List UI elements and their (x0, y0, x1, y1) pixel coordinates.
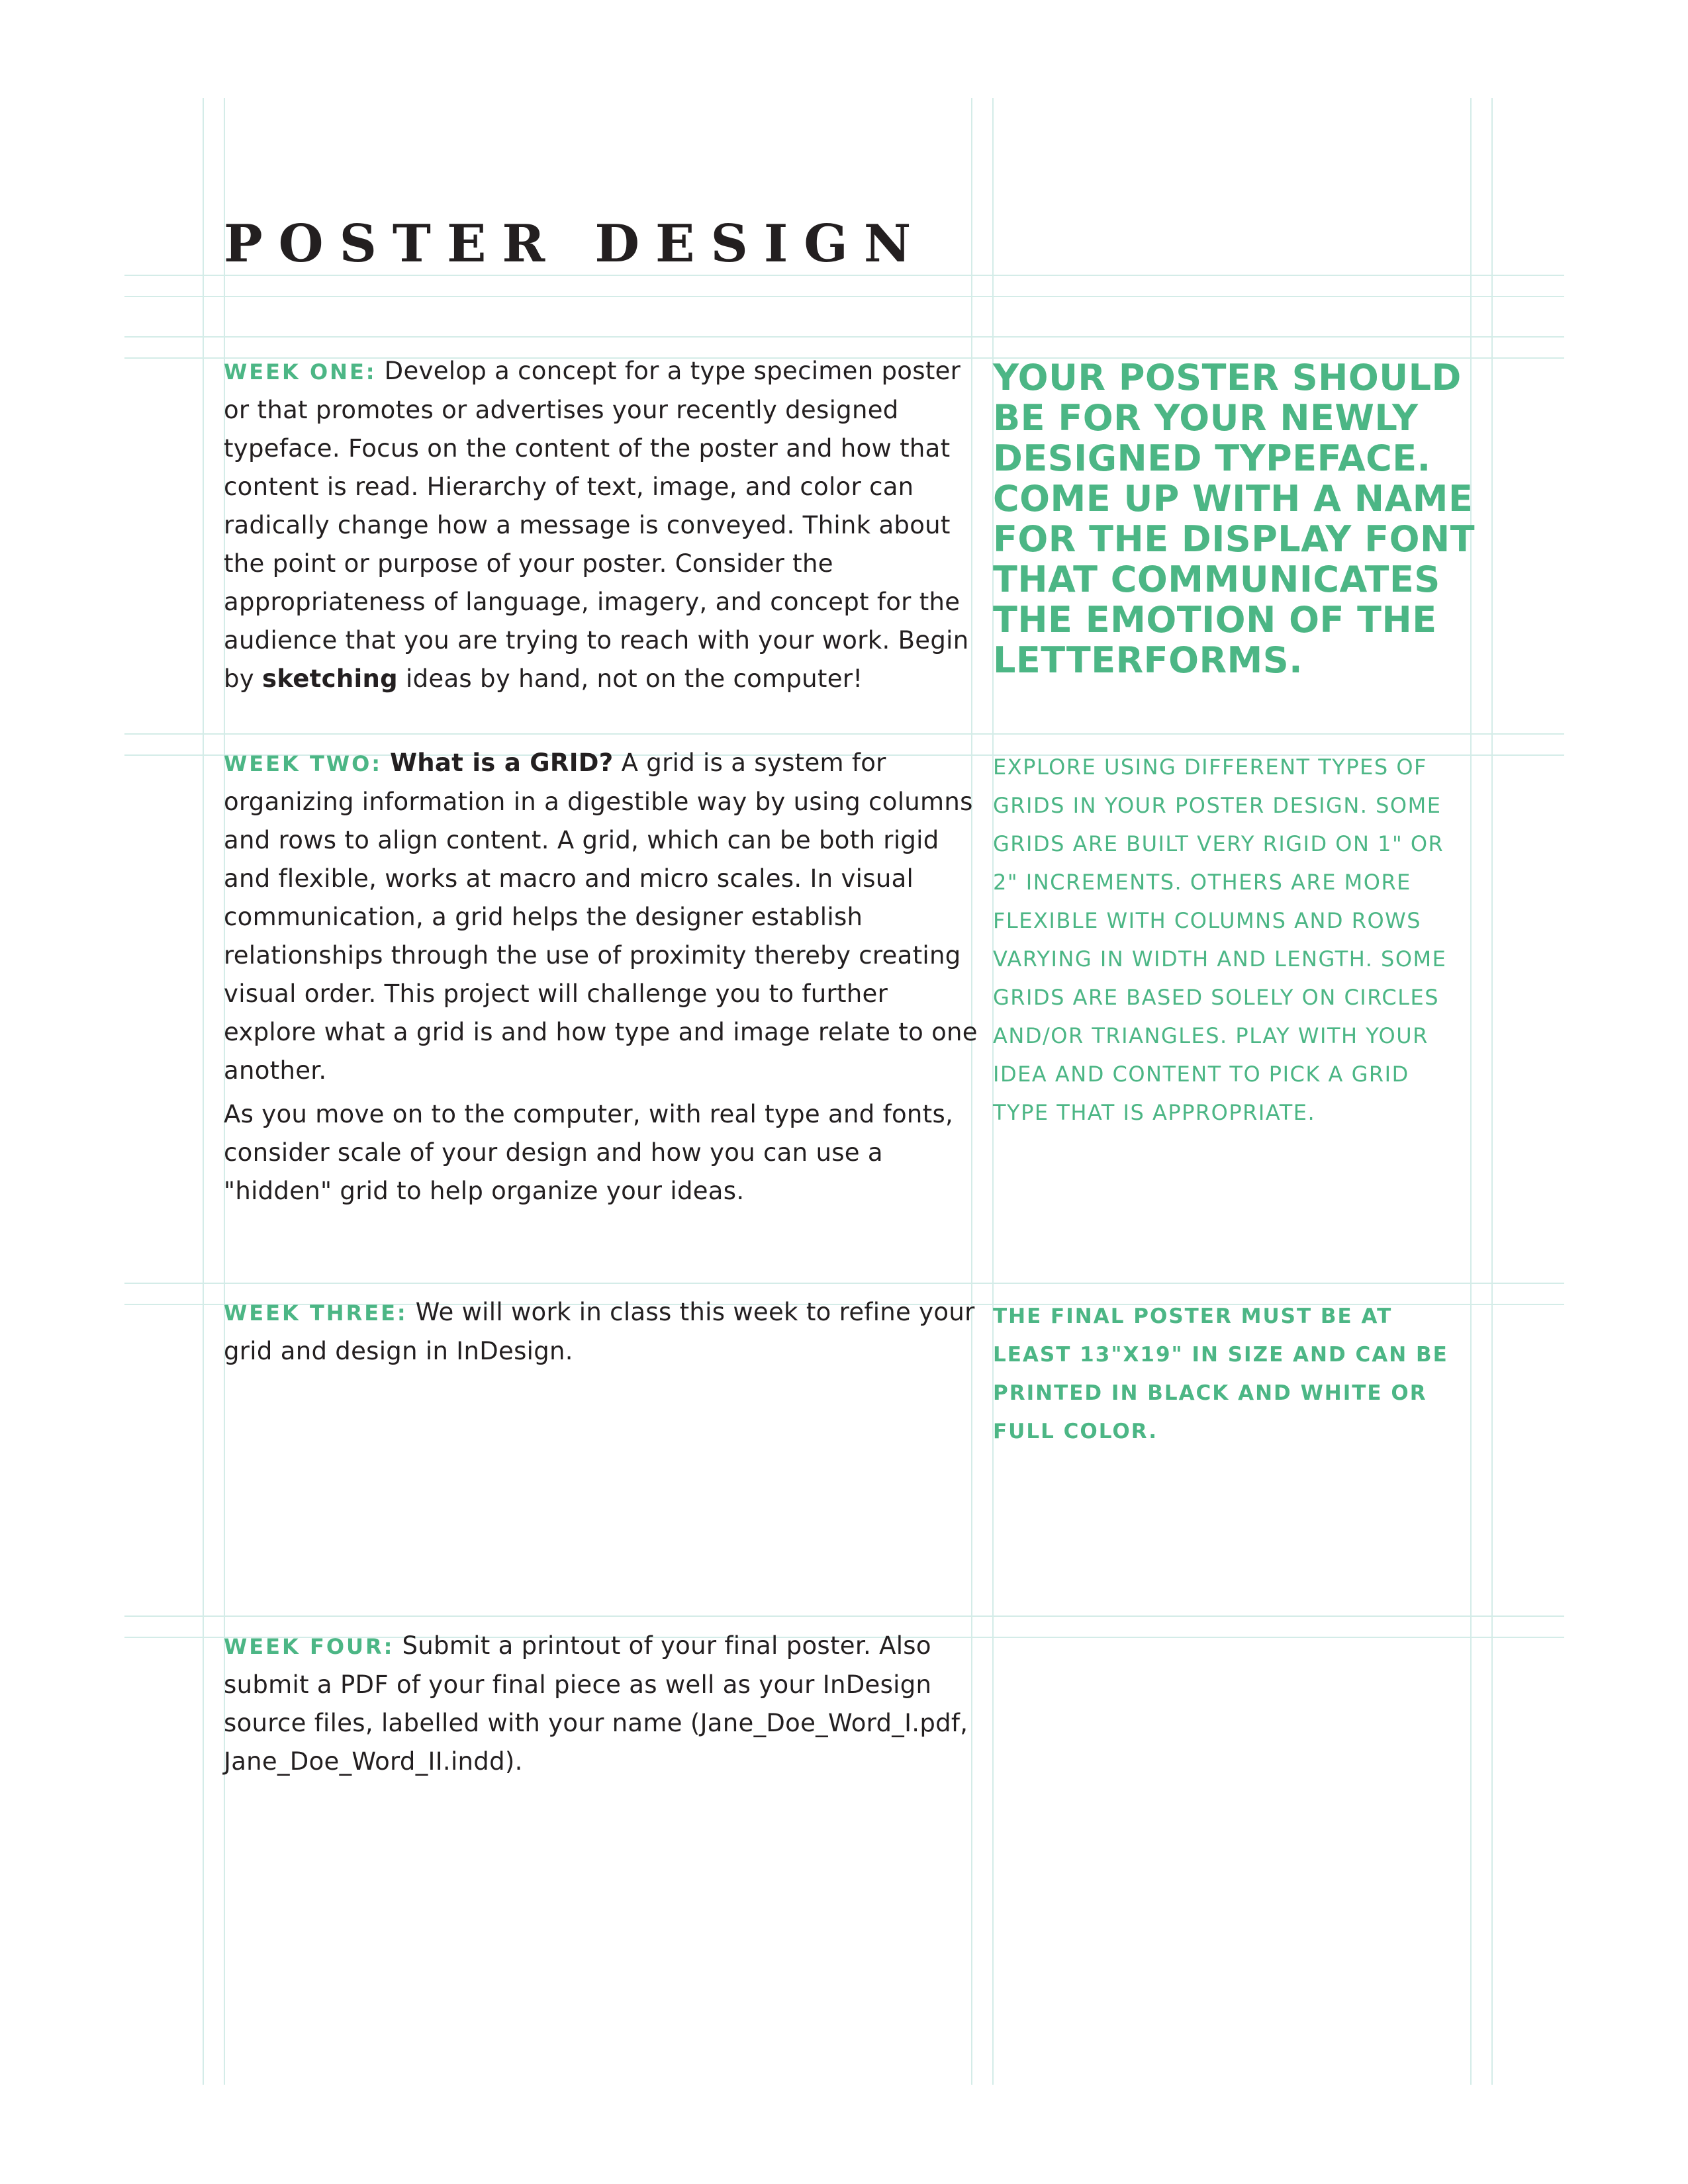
week-four-paragraph (224, 1627, 978, 1781)
week-four-section (224, 1627, 978, 1781)
week-one-section (224, 352, 978, 698)
row-guide (124, 1615, 1564, 1617)
row-guide (124, 275, 1564, 276)
week-three-label: WEEK THREE: (224, 1300, 408, 1326)
sidebar-grid-note: EXPLORE USING DIFFERENT TYPES OF GRIDS IN YOUR POSTER DESIGN. SOME GRIDS ARE BUILT VERY RIGID ON 1" OR 2" INCREMENTS. OTHERS ARE MORE FLEXIBLE WITH COLUMNS AND ROWS VARYING IN WIDTH AND LENGTH. SOME GRIDS ARE BASED SOLELY ON CIRCLES AND/OR TRIANGLES. PLAY WITH YOUR IDEA AND CONTENT TO PICK A GRID TYPE THAT IS APPROPRIATE. (993, 754, 1447, 1125)
week-one-emphasis: sketching (262, 664, 398, 693)
row-guide (124, 1283, 1564, 1284)
column-guide (1491, 98, 1493, 2085)
row-guide (124, 336, 1564, 338)
week-two-lead: What is a GRID? (390, 749, 614, 777)
sidebar-headline: YOUR POSTER SHOULD BE FOR YOUR NEWLY DESIGNED TYPEFACE. COME UP WITH A NAME FOR THE DISPLAY FONT THAT COMMUNICATES THE EMOTION OF THE LETTERFORMS. (993, 357, 1476, 681)
page-title: POSTER DESIGN (224, 214, 927, 274)
week-two-paragraph-2: As you move on to the computer, with real type and fonts, consider scale of your design and how you can use a "hidden" grid to help organize your ideas. (224, 1100, 954, 1205)
week-one-label: WEEK ONE: (224, 359, 377, 385)
week-three-section (224, 1293, 978, 1371)
week-one-paragraph (224, 352, 978, 698)
week-two-label: WEEK TWO: (224, 751, 383, 776)
sidebar-size-note: THE FINAL POSTER MUST BE AT LEAST 13"X19" IN SIZE AND CAN BE PRINTED IN BLACK AND WHITE OR FULL COLOR. (993, 1304, 1448, 1443)
week-one-text-end: ideas by hand, not on the computer! (397, 664, 863, 693)
week-three-text: We will work in class this week to refine your grid and design in InDesign. (224, 1298, 975, 1365)
row-guide (124, 296, 1564, 297)
row-guide (124, 733, 1564, 735)
week-two-text: A grid is a system for organizing information in a digestible way by using columns and rows to align content. A grid, which can be both rigid and flexible, works at macro and micro scales. In visual communication, a grid helps the designer establish relationships through the use of proximity thereby creating visual order. This project will challenge you to further explore what a grid is and how type and image relate to one another. (224, 749, 978, 1085)
week-four-label: WEEK FOUR: (224, 1634, 395, 1659)
week-three-paragraph (224, 1293, 978, 1371)
week-one-text: Develop a concept for a type specimen poster or that promotes or advertises your recently designed typeface. Focus on the content of the poster and how that content is read. Hierarchy of text, image, and color can radically change how a message is conveyed. Think about the point or purpose of your poster. Consider the appropriateness of language, imagery, and concept for the audience that you are trying to reach with your work. Begin by (224, 357, 969, 693)
week-four-text: Submit a printout of your final poster. Also submit a PDF of your final piece as well as your InDesign source files, labelled with your name (Jane_Doe_Word_I.pdf, Jane_Doe_Word_II.indd). (224, 1631, 968, 1776)
week-two-section (224, 744, 978, 1210)
week-two-paragraph (224, 744, 978, 1090)
column-guide (203, 98, 204, 2085)
